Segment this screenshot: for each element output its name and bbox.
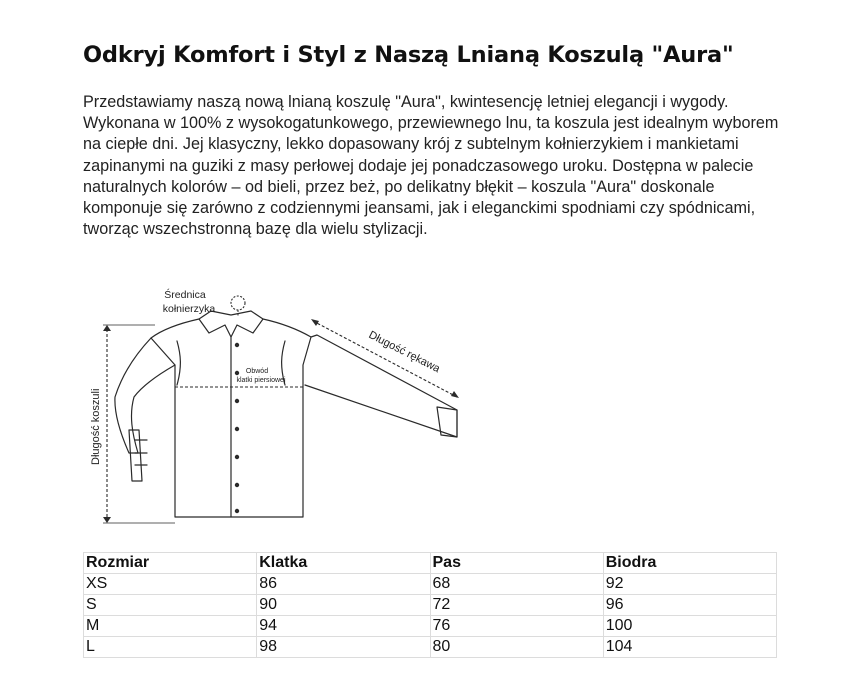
- size-cell: XS: [84, 574, 257, 595]
- waist-cell: 80: [430, 637, 603, 658]
- sleeve-label: Długość rękawa: [366, 328, 442, 376]
- shirt-size-diagram: [85, 275, 485, 540]
- header-hips: Biodra: [603, 553, 776, 574]
- hips-cell: 92: [603, 574, 776, 595]
- waist-cell: 72: [430, 595, 603, 616]
- sleeve-measure-line: [313, 321, 457, 397]
- chest-label-2: klatki piersiowej: [236, 377, 286, 384]
- left-cuff: [129, 430, 142, 481]
- size-cell: L: [84, 637, 257, 658]
- size-cell: M: [84, 616, 257, 637]
- table-header-row: [84, 553, 777, 574]
- right-sleeve: [305, 335, 457, 437]
- table-row: [84, 616, 777, 637]
- table-row: [84, 574, 777, 595]
- chest-cell: 94: [257, 616, 430, 637]
- hips-cell: 96: [603, 595, 776, 616]
- length-label: Długość koszuli: [90, 388, 102, 465]
- table-row: [84, 595, 777, 616]
- right-cuff: [437, 407, 457, 437]
- table-row: [84, 637, 777, 658]
- collar-label-2: kołnierzyka: [162, 303, 216, 315]
- waist-cell: 76: [430, 616, 603, 637]
- collar-label: Średnica: [164, 289, 206, 301]
- header-chest: Klatka: [257, 553, 430, 574]
- chest-label: Obwód: [245, 368, 269, 375]
- chest-cell: 98: [257, 637, 430, 658]
- header-size: Rozmiar: [84, 553, 257, 574]
- chest-cell: 86: [257, 574, 430, 595]
- size-cell: S: [84, 595, 257, 616]
- size-table: [83, 552, 777, 658]
- chest-cell: 90: [257, 595, 430, 616]
- hips-cell: 104: [603, 637, 776, 658]
- product-description: Przedstawiamy naszą nową lnianą koszulę "Aura", kwintesencję letniej elegancji i wygody. Wykonana w 100% z wysokogatunkowego, przewiewnego lnu, ta koszula jest idealnym wyborem na ciepłe dni. Jej klasyczny, lekko dopasowany krój z subtelnym kołnierzykiem i mankietami zapinanymi na guziki z masy perłowej dodaje jej ponadczasowego uroku. Dostępna w palecie naturalnych kolorów – od bieli, przez beż, po delikatny błękit – koszula "Aura" doskonale komponuje się zarówno z codziennymi jeansami, jak i eleganckimi spodniami czy spódnicami, tworząc wszechstronną bazę dla wielu stylizacji.: [83, 93, 779, 239]
- waist-cell: 68: [430, 574, 603, 595]
- collar-diameter-marker: [231, 296, 245, 310]
- hips-cell: 100: [603, 616, 776, 637]
- page-title: Odkryj Komfort i Styl z Naszą Lnianą Koszulą "Aura": [83, 42, 734, 68]
- header-waist: Pas: [430, 553, 603, 574]
